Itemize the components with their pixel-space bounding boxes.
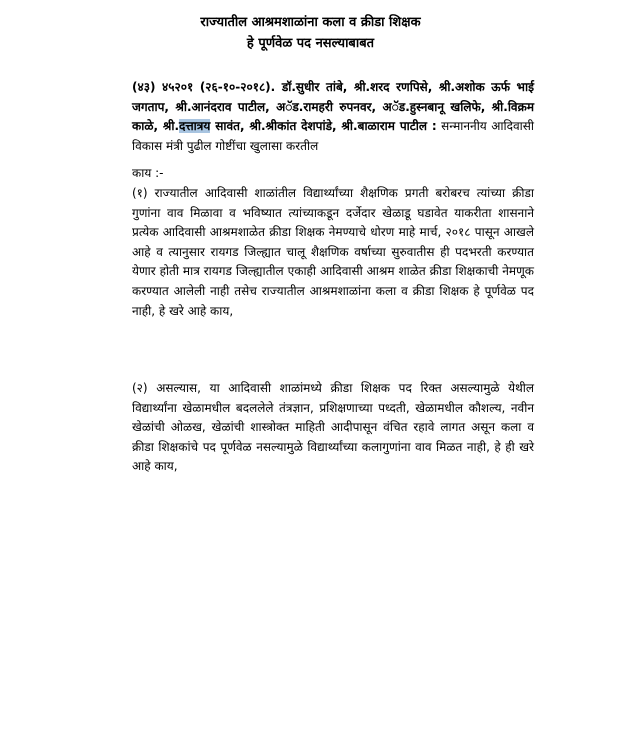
question-point-1: (१) राज्यातील आदिवासी शाळांतील विद्यार्थ्यांच्या शैक्षणिक प्रगती बरोबरच त्यांच्या क्रीडा गुणांना वाव मिळावा व भविष्यात त्यांच्याकडून दर्जेदार खेळाडू घडावेत याकरीता शासनाने प्रत्येक आदिवासी आश्रमशाळेत क्रीडा शिक्षक नेमण्याचे धोरण माहे मार्च, २०१८ पासून आखले आहे व त्यानुसार रायगड जिल्ह्यात चालू शैक्षणिक वर्षाच्या सुरुवातीस ही पदभरती करण्यात येणार होती मात्र रायगड जिल्ह्यातील एकाही आदिवासी आश्रम शाळेत क्रीडा शिक्षकाची नेमणूक करण्यात आलेली नाही तसेच राज्यातील आश्रमशाळांना कला व क्रीडा शिक्षक हे पूर्णवेळ पद नाही, हे खरे आहे काय, <box>132 186 534 318</box>
question-addressee: सन्माननीय आदिवासी विकास मंत्री पुढील गोष्टींचा खुलासा करतील <box>132 119 535 153</box>
question-members-part-b: सावंत, श्री.श्रीकांत देशपांडे, श्री.बाळाराम पाटील : <box>210 119 437 134</box>
question-kay: काय :- <box>132 166 164 180</box>
question-reference: (४३) ४५२०१ (२६-१०-२०१८). <box>132 80 276 94</box>
question-header <box>132 78 534 156</box>
highlighted-member-name[interactable]: दत्तात्रय <box>179 119 211 134</box>
question-members-part-a: डॉ.सुधीर तांबे, श्री.शरद रणपिसे, श्री.अशोक ऊर्फ भाई जगताप, श्री.आनंदराव पाटील, अॅड.रामहरी रुपनवर, अॅड.हुस्नबानू खलिफे, श्री.विक्रम काळे, श्री. <box>132 80 534 134</box>
question-point-2: (२) असल्यास, या आदिवासी शाळांमध्ये क्रीडा शिक्षक पद रिक्त असल्यामुळे येथील विद्यार्थ्यांना खेळामधील बदललेले तंत्रज्ञान, प्रशिक्षणाच्या पध्दती, खेळामधील कौशल्य, नवीन खेळांची ओळख, खेळांची शास्त्रोक्त माहिती आदीपासून वंचित रहावे लागत असून कला व क्रीडा शिक्षकांचे पद पूर्णवेळ नसल्यामुळे विद्यार्थ्यांच्या कलागुणांना वाव मिळत नाही, हे ही खरे आहे काय, <box>132 381 534 474</box>
heading-line-2: हे पूर्णवेळ पद नसल्याबाबत <box>246 36 375 51</box>
heading-line-1: राज्यातील आश्रमशाळांना कला व क्रीडा शिक्षक <box>200 15 421 30</box>
